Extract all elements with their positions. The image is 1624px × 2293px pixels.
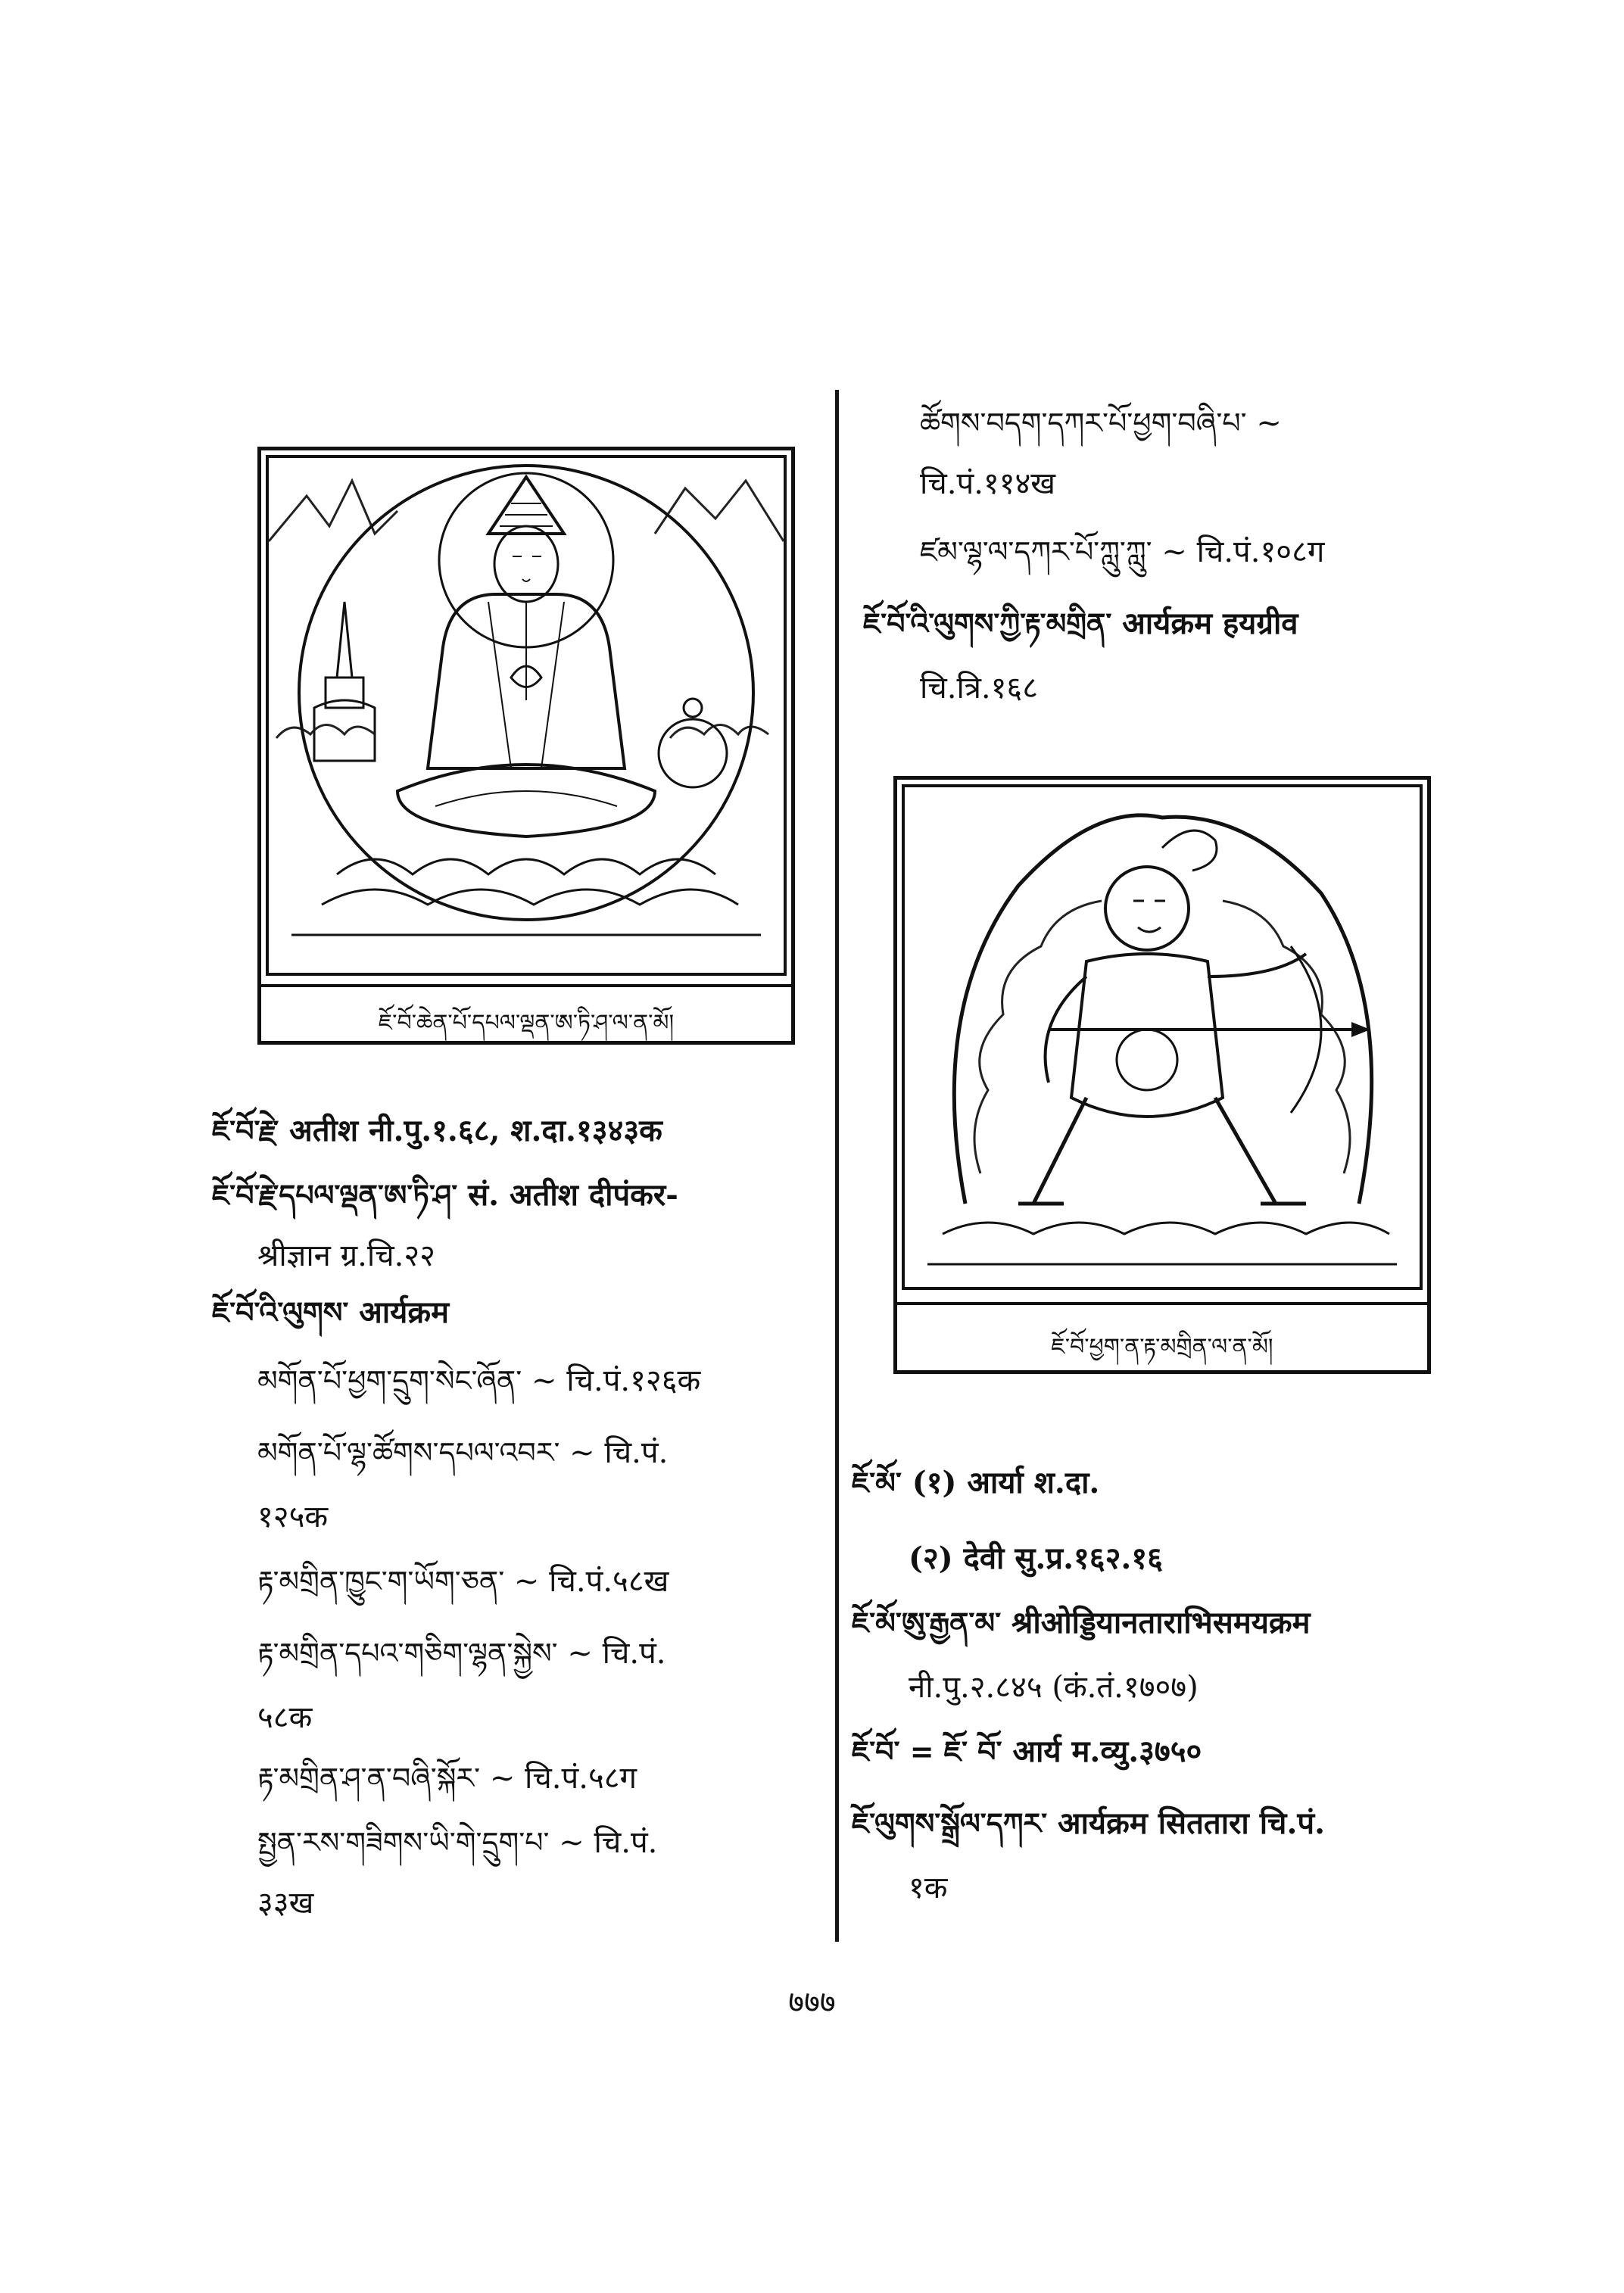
left-entry-4: མགོན་པོ་ཕྱག་དྲུག་སེང་ཞོན་ ~ चि.पं.१२६क (257, 1363, 701, 1398)
right-entry-1-cont: चि.पं.११४ख (920, 466, 1056, 501)
column-divider (835, 390, 839, 1942)
left-headword-2: ཇོ་བོ་རྗེ་དཔལ་ལྡན་ཨ་ཏི་ཤ་ सं. अतीश दीपंकर- (212, 1177, 678, 1213)
right-headword-2: ཇོ་མོ་ (१) आर्या श.दा. (852, 1465, 1100, 1500)
right-headword-1: ཇོ་བོ་འི་ལུགས་ཀྱི་རྟ་མགྲིན་ आर्यक्रम हयग्रीव (863, 606, 1298, 641)
right-headword-1-cont: चि.त्रि.१६८ (920, 671, 1039, 706)
right-headword-4: ཇོ་བོ་ = ཇོ་ བོ་ आर्य म.व्यु.३७५० (852, 1734, 1202, 1769)
right-headword-3-cont: नी.पु.२.८४५ (कं.तं.१७०७) (909, 1670, 1199, 1705)
left-entry-9: སྤྱན་རས་གཟིགས་ཡི་གེ་དྲུག་པ་ ~ चि.पं. (257, 1825, 658, 1860)
right-illustration (893, 776, 1431, 1374)
right-headword-5-cont: १क (909, 1871, 948, 1905)
right-illustration-caption: ཇོ་བོ་ཕྱག་ན་རྟ་མགྲིན་ལ་ན་མོ། (897, 1302, 1427, 1385)
right-headword-5: ཇོ་ལུགས་སྒྲོལ་དཀར་ आर्यक्रम सिततारा चि.पं. (852, 1805, 1326, 1841)
left-entry-8: རྟ་མགྲིན་ཤ་ན་བཞི་སྐོར་ ~ चि.पं.५८ग (257, 1761, 637, 1796)
right-headword-2-sense-2: (२) देवी सु.प्र.१६२.१६ (909, 1541, 1163, 1576)
right-entry-1: ཚོགས་བདག་དཀར་པོ་ཕྱག་བཞི་པ་ ~ (920, 406, 1282, 441)
seated-master-drawing (261, 450, 791, 980)
right-headword-3: ཇོ་མོ་ཨུ་རྒྱན་མ་ श्रीओड्डियानताराभिसमयक्रम (852, 1605, 1311, 1640)
left-headword-3: ཇོ་བོ་འི་ལུགས་ आर्यक्रम (212, 1294, 450, 1330)
left-headword-1: ཇོ་བོ་རྗེ་ अतीश नी.पु.१.६८, श.दा.१३४३क (212, 1113, 662, 1148)
left-entry-7: རྟ་མགྲིན་དཔའ་གཅིག་ལྷན་སྐྱེས་ ~ चि.पं. (257, 1636, 666, 1671)
page-number: ७७७ (788, 1985, 836, 2020)
wrathful-deity-drawing (897, 780, 1427, 1294)
left-entry-9-cont: ३३ख (257, 1886, 314, 1921)
left-illustration (257, 447, 795, 1045)
left-illustration-caption: ཇོ་བོ་ཆེན་པོ་དཔལ་ལྡན་ཨ་ཏི་ཤ་ལ་ན་མོ། (261, 984, 791, 1061)
right-entry-2: ཛམ་ལྷ་ལ་དཀར་པོ་ཀླུ་ཀླུ་ ~ चि.पं.१०८ग (920, 534, 1325, 569)
left-headword-2-cont: श्रीज्ञान ग्र.चि.२२ (257, 1238, 435, 1273)
left-entry-5: མགོན་པོ་ལྷ་ཚོགས་དཔལ་འབར་ ~ चि.पं. (257, 1435, 669, 1470)
left-entry-5-cont: १२५क (257, 1500, 329, 1534)
left-entry-7-cont: ५८क (257, 1700, 313, 1735)
left-entry-6: རྟ་མགྲིན་ཁྱུང་ག་ཡོག་ཅན་ ~ चि.पं.५८ख (257, 1564, 669, 1599)
